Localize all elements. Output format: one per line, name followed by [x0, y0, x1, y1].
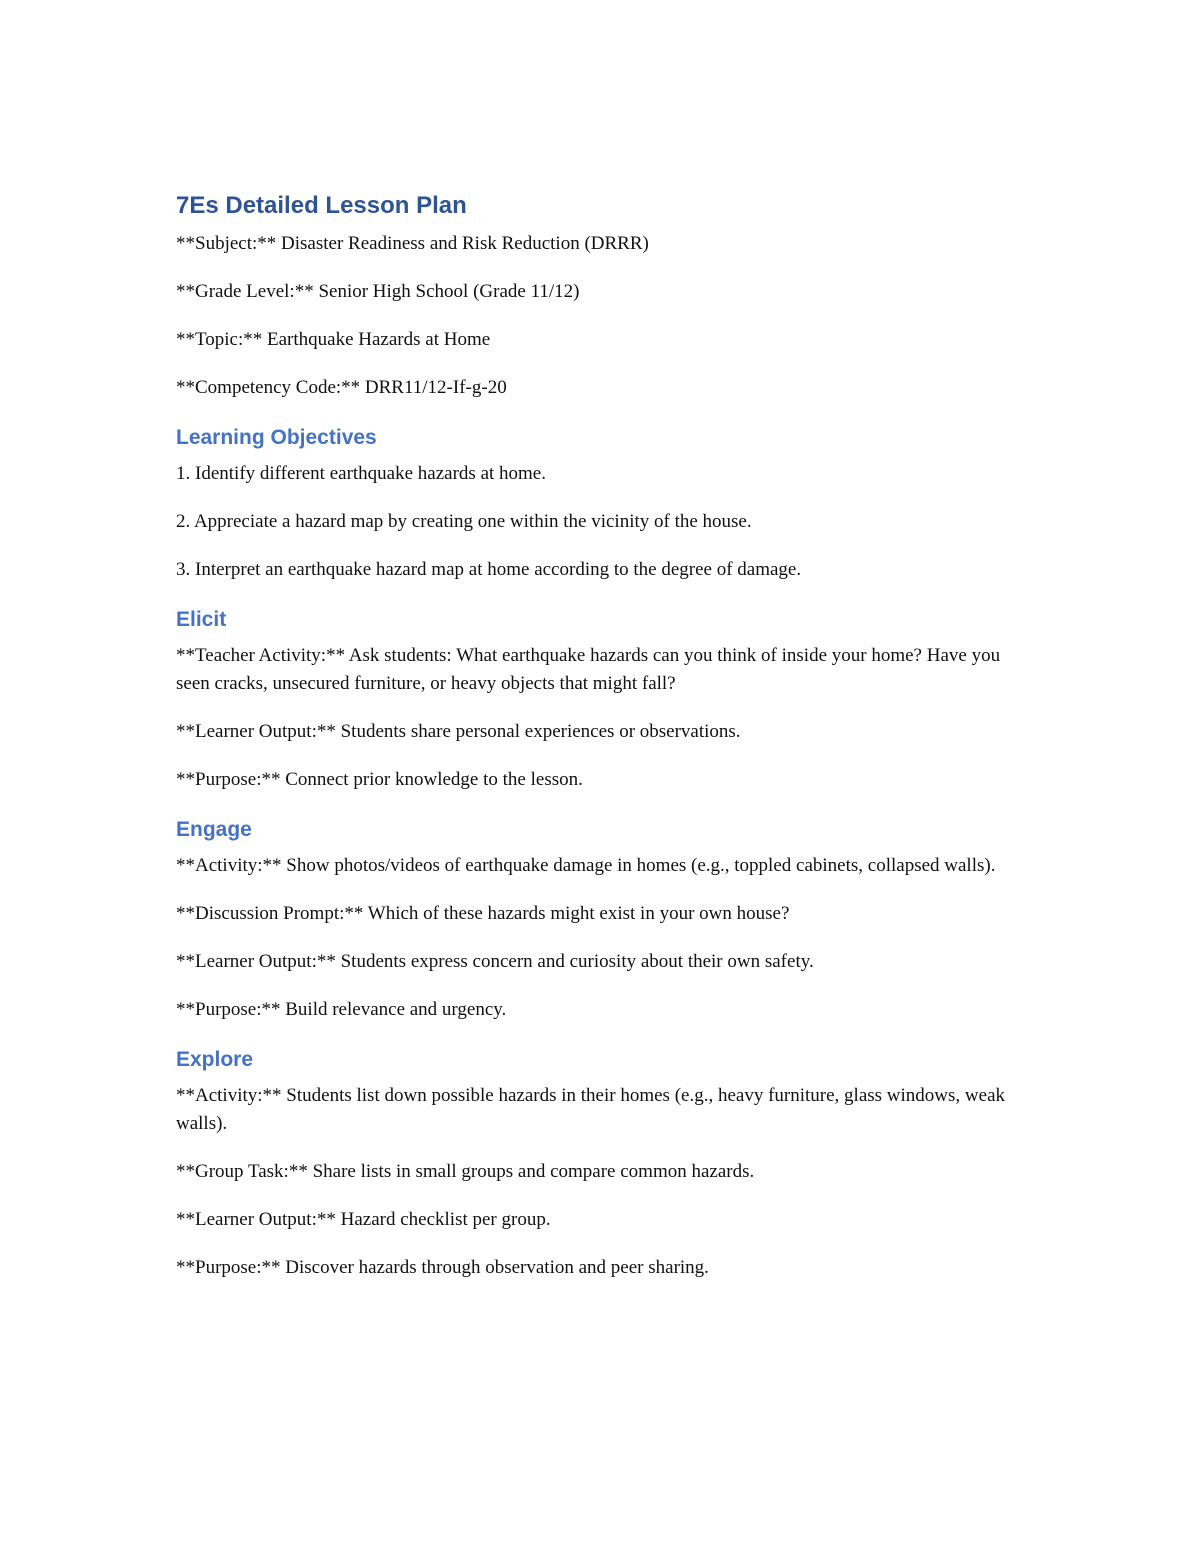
objective-item: 3. Interpret an earthquake hazard map at home according to the degree of damage.: [176, 559, 802, 580]
document-title: 7Es Detailed Lesson Plan: [176, 192, 467, 219]
elicit-section: [176, 604, 1026, 794]
explore-section: [176, 1044, 1026, 1282]
explore-purpose: **Purpose:** Discover hazards through observation and peer sharing.: [176, 1257, 709, 1278]
explore-learner-output: **Learner Output:** Hazard checklist per group.: [176, 1209, 551, 1230]
header-fields: [176, 230, 1026, 402]
elicit-learner-output: **Learner Output:** Students share personal experiences or observations.: [176, 721, 741, 742]
engage-section: [176, 814, 1026, 1024]
engage-heading: Engage: [176, 818, 252, 841]
elicit-heading: Elicit: [176, 608, 227, 631]
topic-field: **Topic:** Earthquake Hazards at Home: [176, 329, 491, 350]
competency-code-field: **Competency Code:** DRR11/12-If-g-20: [176, 377, 507, 398]
engage-learner-output: **Learner Output:** Students express concern and curiosity about their own safety.: [176, 951, 814, 972]
explore-activity: **Activity:** Students list down possible hazards in their homes (e.g., heavy furniture, glass windows, weak walls).: [176, 1085, 1006, 1134]
grade-level-field: **Grade Level:** Senior High School (Grade 11/12): [176, 281, 580, 302]
objective-item: 1. Identify different earthquake hazards at home.: [176, 463, 546, 484]
learning-objectives-section: [176, 422, 1026, 584]
engage-purpose: **Purpose:** Build relevance and urgency.: [176, 999, 507, 1020]
subject-field: **Subject:** Disaster Readiness and Risk Reduction (DRRR): [176, 233, 649, 254]
explore-group-task: **Group Task:** Share lists in small groups and compare common hazards.: [176, 1161, 755, 1182]
engage-activity: **Activity:** Show photos/videos of earthquake damage in homes (e.g., toppled cabinets, collapsed walls).: [176, 855, 996, 876]
objective-item: 2. Appreciate a hazard map by creating one within the vicinity of the house.: [176, 511, 752, 532]
document-body: [176, 188, 1026, 1292]
elicit-purpose: **Purpose:** Connect prior knowledge to the lesson.: [176, 769, 583, 790]
learning-objectives-heading: Learning Objectives: [176, 426, 377, 449]
elicit-teacher-activity: **Teacher Activity:** Ask students: What earthquake hazards can you think of inside your home? Have you seen cracks, unsecured furniture, or heavy objects that might fall?: [176, 645, 1001, 694]
engage-discussion-prompt: **Discussion Prompt:** Which of these hazards might exist in your own house?: [176, 903, 790, 924]
explore-heading: Explore: [176, 1048, 254, 1071]
